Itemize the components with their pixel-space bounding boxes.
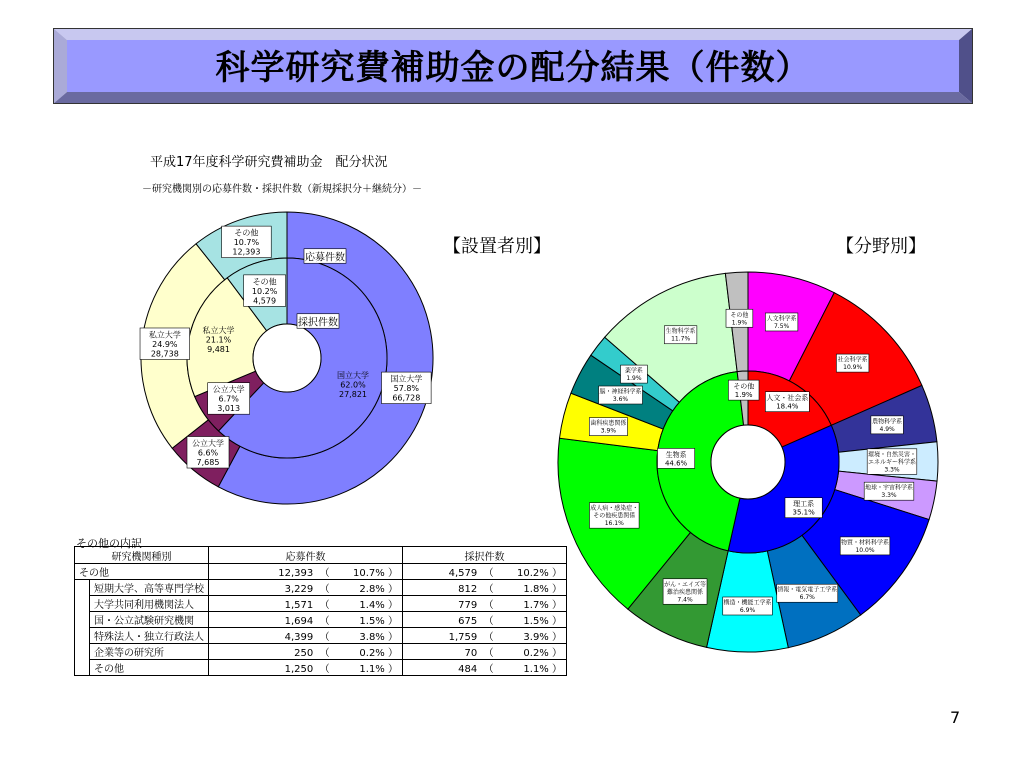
table-cell-applied: 3,229 （ 2.8% ） (209, 580, 403, 596)
slice-label: 私立大学 (202, 326, 235, 336)
slice-label: 6.7% (799, 594, 815, 602)
table-cell-accepted: 4,579 （ 10.2% ） (403, 564, 567, 580)
page-number: 7 (950, 708, 961, 727)
table-cell-indent (75, 628, 90, 644)
slice-label: 10.9% (843, 364, 863, 372)
slice-label: 7,685 (196, 458, 220, 468)
slice-label: 農物科学系 (872, 418, 903, 426)
slice-label: 18.4% (776, 402, 799, 411)
slice-label: 生物系 (665, 450, 687, 459)
table-cell-accepted: 1,759 （ 3.9% ） (403, 628, 567, 644)
slice-label: 4,579 (253, 296, 277, 306)
table-cell-accepted: 484 （ 1.1% ） (403, 660, 567, 676)
slice-label: 地球・宇宙科学系 (865, 484, 914, 492)
slice-label: 1.9% (626, 375, 642, 383)
slice-label: 公立大学 (212, 385, 245, 395)
table-cell-indent (75, 596, 90, 612)
breakdown-title: その他の内訳 (76, 537, 142, 550)
slice-label: 構造・機能工学系 (723, 599, 772, 607)
table-cell-indent (75, 644, 90, 660)
slice-label: その他 (733, 382, 755, 391)
table-row (75, 628, 567, 644)
slice-label: 4.9% (879, 425, 895, 433)
slice-label: 9,481 (207, 345, 230, 355)
slice-label: その他 (234, 228, 259, 238)
slice-label: 3.9% (600, 427, 617, 435)
slice-label: 社会科学系 (837, 356, 868, 364)
table-row (75, 596, 567, 612)
slice-label: 12,393 (232, 247, 261, 257)
table-cell-applied: 1,250 （ 1.1% ） (209, 660, 403, 676)
table-cell-accepted: 812 （ 1.8% ） (403, 580, 567, 596)
table-row (75, 644, 567, 660)
table-cell-applied: 4,399 （ 3.8% ） (209, 628, 403, 644)
slice-label: 国立大学 (390, 374, 423, 384)
slice-label: 難治疾患関係 (667, 588, 704, 596)
slice-label: 情報・電気電子工学系 (777, 586, 838, 594)
table-cell-name: 短期大学、高等専門学校 (90, 580, 209, 596)
slice-label: その他 (730, 311, 749, 319)
slice-label: 24.9% (152, 339, 178, 349)
chart-subtitle: 平成17年度科学研究費補助金 配分状況 (150, 155, 388, 170)
table-cell-name: その他 (90, 660, 209, 676)
slice-label: 6.7% (218, 394, 239, 404)
slice-label: 成人病・感染症・ (590, 505, 639, 513)
slice-label: 10.2% (251, 286, 278, 296)
table-cell-indent (75, 660, 90, 676)
table-cell-applied: 1,571 （ 1.4% ） (209, 596, 403, 612)
slice-label: 7.5% (773, 322, 790, 330)
table-row (75, 660, 567, 676)
table-cell-applied: 1,694 （ 1.5% ） (209, 612, 403, 628)
breakdown-table (74, 546, 567, 676)
donut-hole (711, 425, 785, 499)
table-cell-accepted: 70 （ 0.2% ） (403, 644, 567, 660)
slice-label: 11.7% (671, 335, 691, 343)
slice-label: 10.7% (233, 238, 260, 248)
slice-label: 28,738 (150, 349, 179, 359)
table-cell-indent (75, 612, 90, 628)
slice-label: 3.3% (881, 492, 897, 500)
table-header-row (75, 547, 567, 564)
table-cell-accepted: 779 （ 1.7% ） (403, 596, 567, 612)
slice-label: 62.0% (340, 380, 366, 390)
slice-label: 脳・神経科学系 (599, 388, 642, 396)
table-cell-name: 大学共同利用機関法人 (90, 596, 209, 612)
table-cell-accepted: 675 （ 1.5% ） (403, 612, 567, 628)
table-cell-applied: 12,393 （ 10.7% ） (209, 564, 403, 580)
ring-label-outer: 応募件数 (305, 252, 345, 264)
slice-label: 私立大学 (148, 330, 181, 340)
table-cell-name: その他 (75, 564, 209, 580)
table-cell-name: 企業等の研究所 (90, 644, 209, 660)
slice-label: 生物科学系 (665, 328, 696, 336)
slice-label: 27,821 (339, 389, 368, 399)
table-header-cell: 採択件数 (403, 547, 567, 564)
slice-label: 16.1% (604, 520, 624, 528)
slice-label: その他疾患関係 (593, 512, 636, 520)
table-cell-name: 国・公立試験研究機関 (90, 612, 209, 628)
table-cell-indent (75, 580, 90, 596)
slice-label: 3.3% (884, 466, 900, 474)
slice-label: 1.9% (734, 391, 753, 400)
donut-hole (253, 324, 321, 392)
page-title: 科学研究費補助金の配分結果（件数） (215, 48, 811, 88)
slice-label: 3.6% (612, 396, 629, 404)
section-label-right: 【分野別】 (836, 236, 926, 257)
slice-label: 66,728 (392, 393, 421, 403)
slice-label: 環境・自然災害・ (867, 451, 917, 459)
chart-subtitle-note: －研究機関別の応募件数・採択件数（新規採択分＋継続分）－ (142, 184, 422, 195)
slice-label: 57.8% (393, 384, 420, 394)
slice-label: 44.6% (664, 459, 688, 468)
slice-label: 歯科疾患関係 (590, 420, 627, 428)
slice-label: 公立大学 (192, 439, 225, 449)
table-cell-applied: 250 （ 0.2% ） (209, 644, 403, 660)
slice-label: 人文・社会系 (766, 394, 809, 403)
table-row (75, 580, 567, 596)
slice-label: 薬学系 (624, 367, 643, 375)
slice-label: 物質・材料科学系 (841, 539, 890, 547)
slice-label: 10.0% (855, 546, 875, 554)
slice-label: 3,013 (217, 404, 241, 414)
table-cell-name: 特殊法人・独立行政法人 (90, 628, 209, 644)
ring-label-inner: 採択件数 (298, 317, 338, 329)
slice-label: がん・エイズ等 (664, 581, 707, 589)
slice-label: 国立大学 (337, 370, 370, 380)
slice-label: 6.9% (739, 606, 756, 614)
slice-label: 6.6% (197, 448, 219, 458)
table-header-cell: 応募件数 (209, 547, 403, 564)
table-row (75, 564, 567, 580)
section-label-left: 【設置者別】 (443, 236, 551, 257)
slice-label: 人文科学系 (766, 315, 797, 323)
slice-label: エネルギー科学系 (867, 458, 917, 466)
table-row (75, 612, 567, 628)
slice-label: 理工系 (793, 500, 815, 509)
slice-label: その他 (252, 277, 277, 287)
slice-label: 35.1% (792, 508, 815, 517)
slice-label: 21.1% (205, 335, 232, 345)
slice-label: 7.4% (677, 596, 693, 604)
slice-label: 1.9% (731, 319, 748, 327)
table-header-cell: 研究機関種別 (75, 547, 209, 564)
